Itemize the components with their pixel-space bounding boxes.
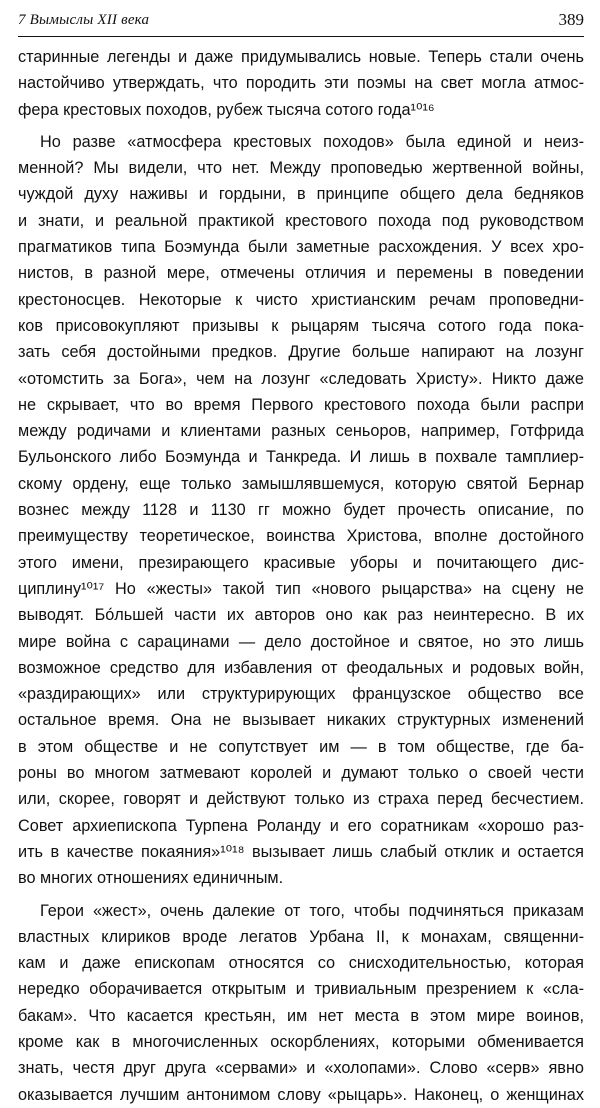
- text-line: выводят. Бо́льшей части их авторов оно как раз неинтересно. В их: [18, 606, 584, 625]
- text-line: Совет архиепископа Турпена Роланду и его соратникам «хорошо раз-: [18, 816, 584, 835]
- text-line: чуждой духу наживы и гордыни, в принципе общего дела бедняков: [18, 185, 584, 204]
- text-line: роны во многом затмевают королей и думают только о своей чести: [18, 764, 584, 783]
- text-line: кроме как в многочисленных оскорблениях, которыми обменивается: [18, 1032, 584, 1051]
- text-line: властных клириков вроде легатов Урбана II, к монахам, священни-: [18, 927, 584, 946]
- text-line: ить в качестве покаяния»¹⁰¹⁸ вызывает лишь слабый отклик и остается: [18, 842, 584, 861]
- text-line: мире война с сарацинами — дело достойное и святое, но это лишь: [18, 632, 584, 651]
- text-line: в этом обществе и не сопутствует им — в том обществе, где ба-: [18, 737, 584, 756]
- text-line: остальное время. Она не вызывает никаких структурных изменений: [18, 711, 584, 730]
- body-text: [18, 44, 584, 1108]
- text-line: менной? Мы видели, что нет. Между проповедью жертвенной войны,: [18, 159, 584, 178]
- text-line: ков присовокупляют призывы к рыцарям тысяча сотого года пока-: [18, 316, 584, 335]
- text-line: прагматиков типа Боэмунда были заметные расхождения. У всех хро-: [18, 238, 584, 257]
- text-line: возможное средство для избавления от феодальных и родовых войн,: [18, 658, 584, 677]
- text-line: не скрывает, что во время Первого крестового похода были распри: [18, 395, 584, 414]
- text-line: крестоносцев. Некоторые к чисто христианским речам проповедни-: [18, 290, 584, 309]
- text-line: знать, честя друг друга «сервами» и «холопами». Слово «серв» явно: [18, 1059, 584, 1078]
- text-line: «отомстить за Бога», чем на лозунг «следовать Христу». Никто даже: [18, 369, 584, 388]
- page-number: 389: [558, 10, 584, 29]
- text-line: Но разве «атмосфера крестовых походов» была единой и неиз-: [40, 132, 584, 151]
- text-line: вознес между 1128 и 1130 гг можно будет прочесть описание, по: [18, 501, 584, 520]
- text-line: преимуществу теоретическое, воинства Христова, вполне достойного: [18, 527, 584, 546]
- text-line: между родичами и клиентами разных сеньоров, например, Готфрида: [18, 422, 584, 441]
- text-line: бакам». Что касается крестьян, им нет места в этом мире воинов,: [18, 1006, 584, 1025]
- running-title: 7 Вымыслы XII века: [18, 12, 150, 28]
- text-line: Бульонского либо Боэмунда и Танкреда. И лишь в похвале тамплиер-: [18, 448, 584, 467]
- text-line: циплину¹⁰¹⁷ Но «жесты» такой тип «нового рыцарства» на сцену не: [18, 579, 584, 598]
- text-line: во многих отношениях единичным.: [18, 869, 284, 888]
- text-line: настойчиво утверждать, что породить эти поэмы на свет могла атмос-: [18, 74, 584, 93]
- text-line: нередко оборачивается открытым и тривиальным презрением к «сла-: [18, 980, 584, 999]
- text-line: или, скорее, говорят и действуют только из страха перед бесчестием.: [18, 790, 584, 809]
- text-line: фера крестовых походов, рубеж тысяча сотого года¹⁰¹⁶: [18, 100, 435, 119]
- text-line: скому ордену, еще только замышлявшемуся, которую святой Бернар: [18, 474, 584, 493]
- text-line: этого имени, презирающего красивые уборы и почитающего дис-: [18, 553, 584, 572]
- page-header: [18, 10, 584, 37]
- text-line: «раздирающих» или структурирующих французское общество все: [18, 685, 584, 704]
- text-line: Герои «жест», очень далекие от того, чтобы подчиняться приказам: [40, 901, 584, 920]
- text-line: кам и даже епископам относятся со снисходительностью, которая: [18, 954, 584, 973]
- text-line: зать себя достойными предков. Другие больше напирают на лозунг: [18, 343, 584, 362]
- text-line: старинные легенды и даже придумывались новые. Теперь стали очень: [18, 48, 584, 66]
- text-line: оказывается лучшим антонимом слову «рыцарь». Наконец, о женщинах: [18, 1085, 584, 1104]
- text-line: нистов, в разной мере, отмечены отличия и перемены в поведении: [18, 264, 584, 283]
- text-line: и знати, и реальной практикой крестового похода под руководством: [18, 211, 584, 230]
